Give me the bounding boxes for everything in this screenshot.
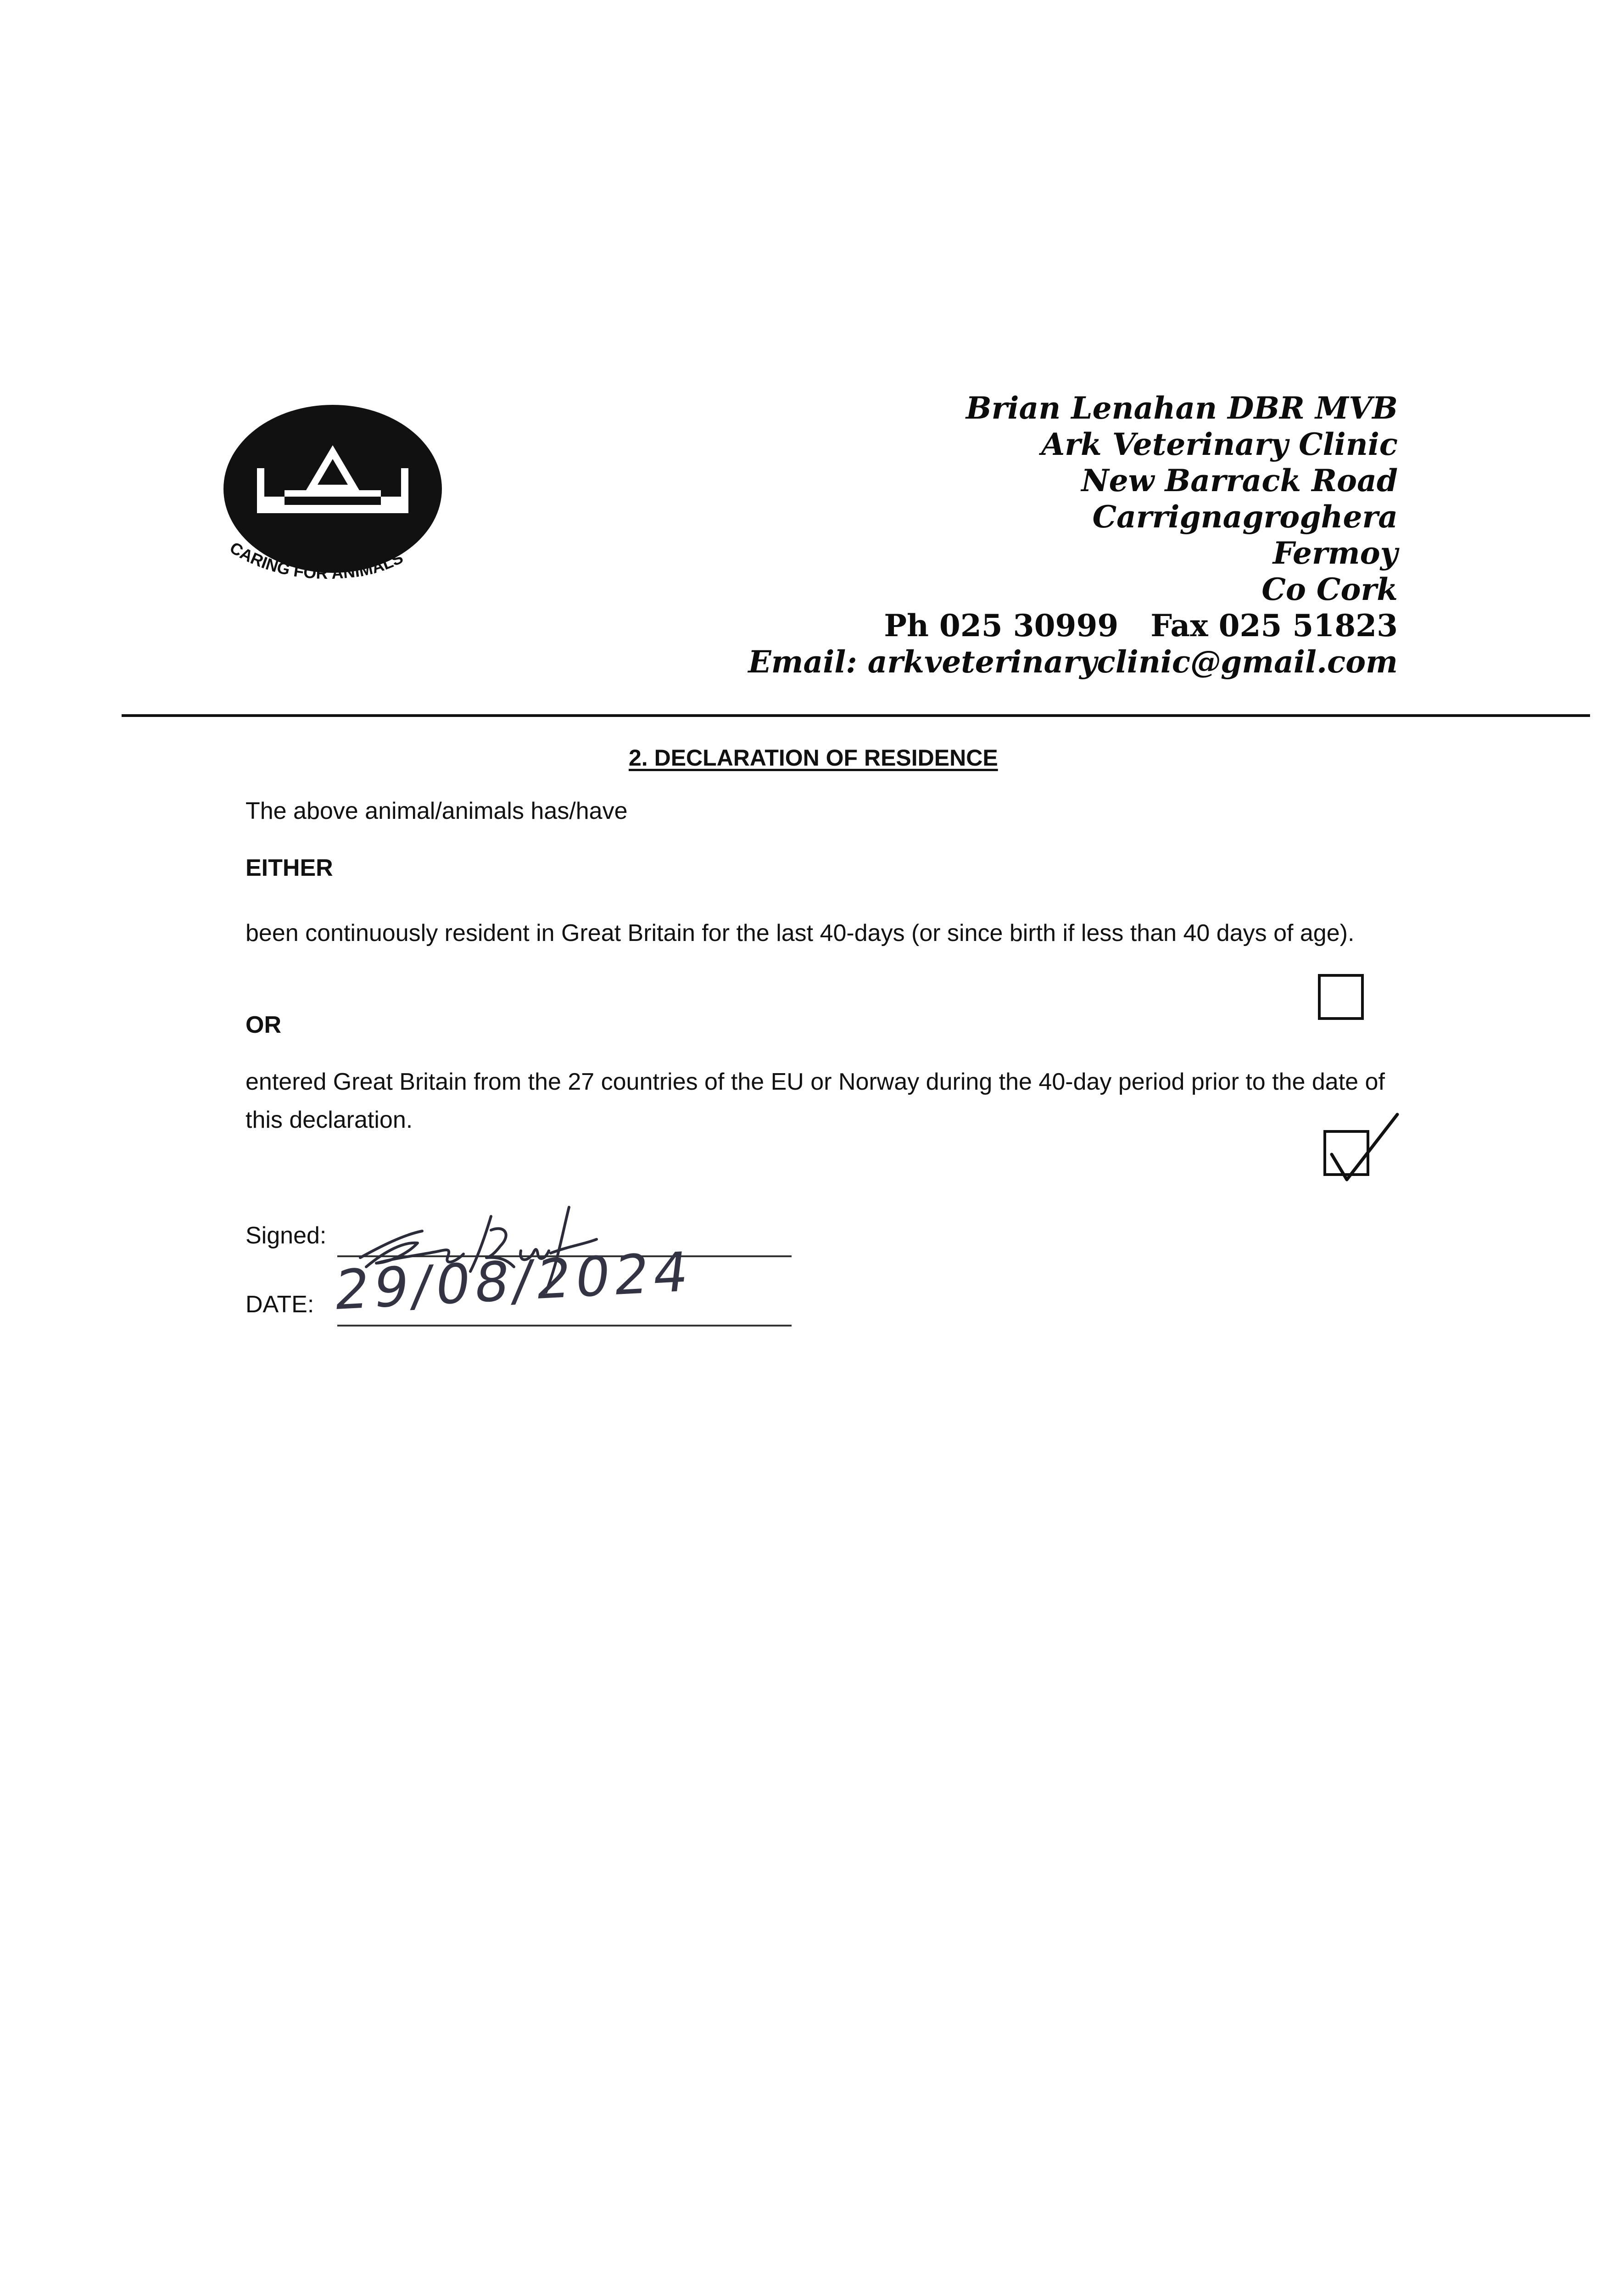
section-title: 2. DECLARATION OF RESIDENCE bbox=[629, 745, 998, 771]
address-line-3: Fermoy bbox=[1272, 535, 1398, 571]
header-divider bbox=[122, 714, 1590, 717]
clinic-logo bbox=[216, 395, 454, 597]
email-address: Email: arkveterinaryclinic@gmail.com bbox=[748, 644, 1398, 680]
option-1-text: been continuously resident in Great Britain for the last 40-days (or since birth if less than 40 days of age). bbox=[246, 920, 1355, 946]
handwritten-date: 29/08/2024 bbox=[331, 1239, 697, 1322]
logo-tagline: CARING FOR ANIMALS bbox=[226, 538, 406, 583]
signed-label: Signed: bbox=[246, 1222, 327, 1249]
either-label: EITHER bbox=[246, 855, 333, 881]
date-line bbox=[337, 1325, 792, 1327]
or-label: OR bbox=[246, 1012, 281, 1038]
check-mark-icon bbox=[1322, 1111, 1400, 1189]
address-line-2: Carrignagroghera bbox=[1092, 499, 1398, 535]
phone-number: Ph 025 30999 bbox=[884, 608, 1119, 644]
contact-numbers bbox=[572, 608, 1398, 644]
fax-number: Fax 025 51823 bbox=[1150, 608, 1398, 644]
letterhead bbox=[572, 390, 1398, 680]
option-1-checkbox[interactable] bbox=[1318, 974, 1364, 1020]
date-label: DATE: bbox=[246, 1291, 314, 1318]
address-line-1: New Barrack Road bbox=[1081, 463, 1398, 498]
address-line-4: Co Cork bbox=[1261, 571, 1398, 607]
vet-name: Brian Lenahan DBR MVB bbox=[965, 390, 1398, 426]
intro-text: The above animal/animals has/have bbox=[246, 798, 628, 824]
option-2-text: entered Great Britain from the 27 countries of the EU or Norway during the 40-day period prior to the date of this declaration. bbox=[246, 1069, 1385, 1133]
clinic-name: Ark Veterinary Clinic bbox=[1041, 426, 1398, 462]
